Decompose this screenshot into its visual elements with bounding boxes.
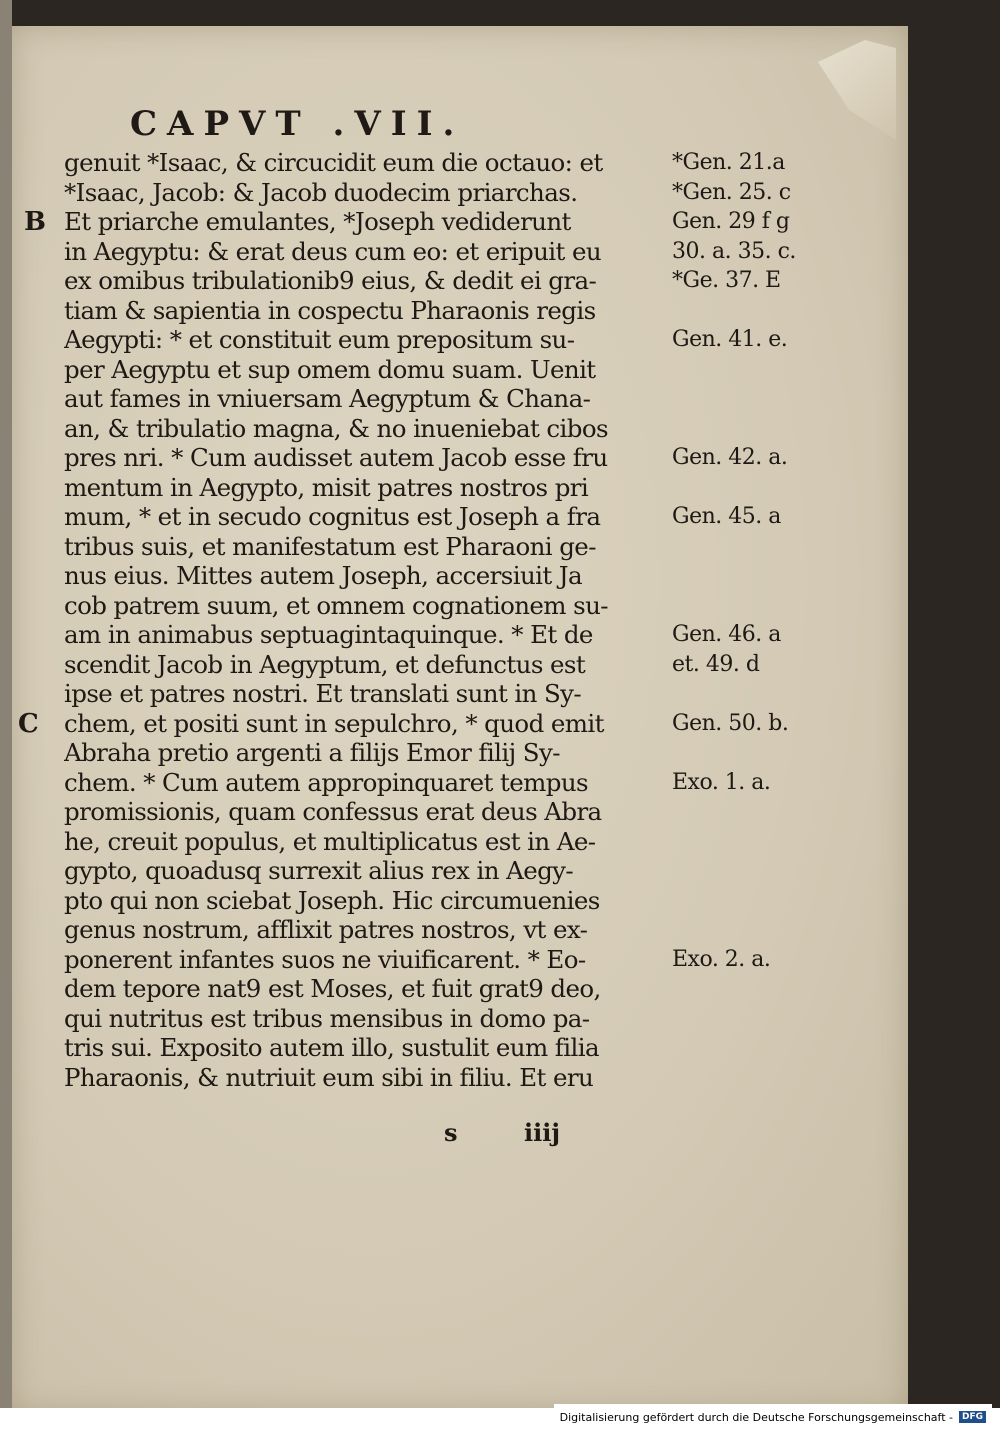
margin-reference: et. 49. d — [672, 651, 760, 677]
dfg-logo: DFG — [959, 1411, 986, 1423]
signature-number: iiij — [524, 1118, 561, 1147]
text-line: promissionis, quam confessus erat deus Abra — [64, 797, 602, 826]
margin-reference: Gen. 29 f g — [672, 209, 790, 234]
text-line: qui nutritus est tribus mensibus in domo pa- — [64, 1003, 590, 1033]
margin-reference: Gen. 45. a — [672, 504, 781, 529]
footer — [554, 1404, 992, 1430]
text-line: pto qui non sciebat Joseph. Hic circumuenies — [64, 885, 600, 915]
text-line: cob patrem suum, et omnem cognationem su- — [64, 590, 608, 620]
margin-reference: 30. a. 35. c. — [672, 238, 796, 264]
text-line: ipse et patres nostri. Et translati sunt in Sy- — [64, 679, 582, 708]
text-line: he, creuit populus, et multiplicatus est in Ae- — [64, 826, 596, 856]
text-line: genus nostrum, afflixit patres nostros, vt ex- — [64, 915, 588, 944]
text-line: Aegypti: * et constituit eum prepositum su- — [64, 325, 575, 354]
text-line: per Aegyptu et sup omem domu suam. Uenit — [64, 354, 596, 384]
text-line: chem. * Cum autem appropinquaret tempus — [64, 767, 588, 797]
margin-reference: Gen. 42. a. — [672, 445, 788, 470]
page-heading: CAPVT .VII. — [130, 104, 465, 144]
margin-reference: Exo. 1. a. — [672, 769, 771, 795]
text-line: ponerent infantes suos ne viuificarent. * Eo- — [64, 944, 586, 974]
text-line: *Isaac, Jacob: & Jacob duodecim priarchas. — [64, 177, 578, 207]
text-line: tribus suis, et manifestatum est Pharaoni ge- — [64, 531, 596, 561]
body-text — [64, 148, 674, 1092]
text-line: in Aegyptu: & erat deus cum eo: et eripuit eu — [64, 236, 602, 266]
book-gutter — [0, 0, 12, 1432]
text-line: am in animabus septuagintaquinque. * Et de — [64, 620, 593, 649]
text-line: Et priarche emulantes, *Joseph vediderunt — [64, 207, 571, 236]
text-line: pres nri. * Cum audisset autem Jacob esse fru — [64, 443, 608, 472]
text-line: tris sui. Exposito autem illo, sustulit eum filia — [64, 1033, 599, 1062]
margin-reference: *Ge. 37. E — [672, 268, 781, 293]
margin-reference: Exo. 2. a. — [672, 946, 771, 972]
text-line: nus eius. Mittes autem Joseph, accersiuit Ja — [64, 561, 583, 590]
text-line: dem tepore nat9 est Moses, et fuit grat9 deo, — [64, 974, 601, 1003]
footer-text: Digitalisierung gefördert durch die Deutsche Forschungsgemeinschaft - — [559, 1410, 953, 1424]
text-line: genuit *Isaac, & circucidit eum die octauo: et — [64, 148, 603, 177]
section-mark: B — [24, 207, 46, 237]
text-line: tiam & sapientia in cospectu Pharaonis regis — [64, 295, 596, 325]
signature-letter: s — [444, 1118, 458, 1147]
text-line: mum, * et in secudo cognitus est Joseph a fra — [64, 502, 601, 531]
margin-reference: Gen. 50. b. — [672, 710, 789, 736]
text-line: gypto, quoadusq surrexit alius rex in Aegy- — [64, 856, 574, 885]
text-line: chem, et positi sunt in sepulchro, * quod emit — [64, 708, 604, 738]
text-line: ex omibus tribulationib9 eius, & dedit ei gra- — [64, 266, 597, 295]
text-line: aut fames in vniuersam Aegyptum & Chana- — [64, 384, 591, 413]
text-line: scendit Jacob in Aegyptum, et defunctus est — [64, 649, 586, 679]
margin-reference: Gen. 41. e. — [672, 327, 788, 352]
margin-reference: *Gen. 21.a — [672, 150, 785, 175]
text-line: an, & tribulatio magna, & no inueniebat cibos — [64, 413, 608, 443]
text-line: Abraha pretio argenti a filijs Emor filij Sy- — [64, 738, 560, 767]
text-line: mentum in Aegypto, misit patres nostros pri — [64, 472, 589, 502]
margin-reference: Gen. 46. a — [672, 622, 781, 647]
text-line: Pharaonis, & nutriuit eum sibi in filiu. Et eru — [64, 1062, 594, 1092]
margin-reference: *Gen. 25. c — [672, 179, 791, 205]
section-mark: C — [18, 708, 39, 739]
